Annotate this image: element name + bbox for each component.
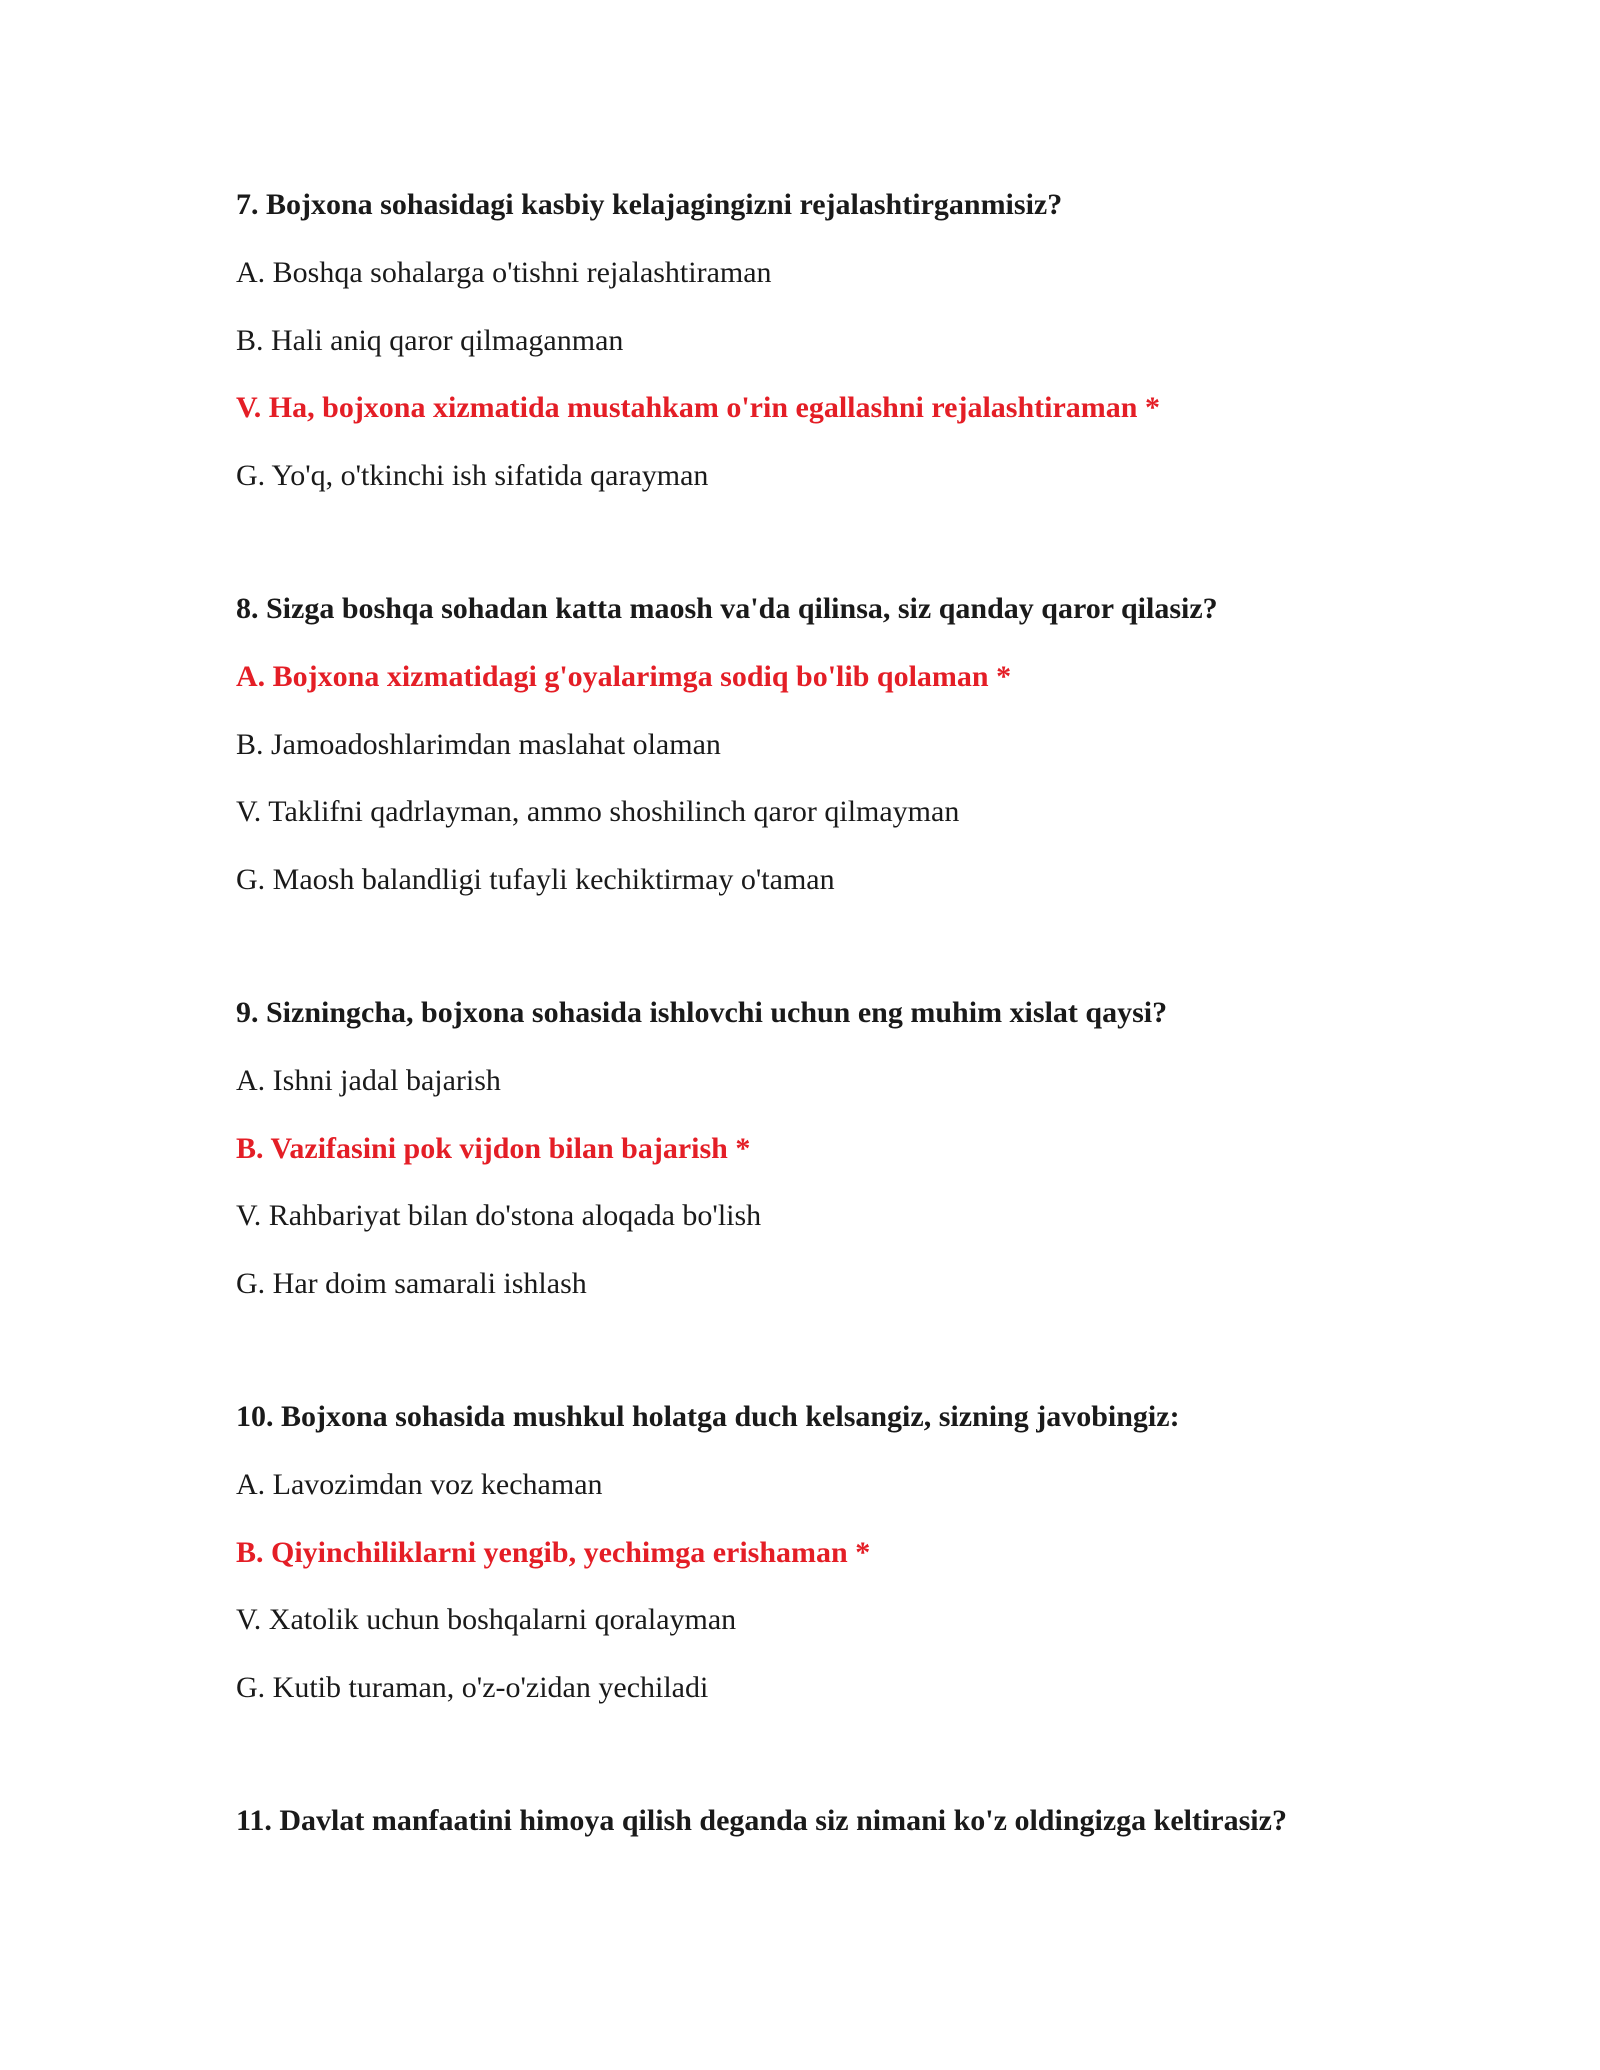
question-block-7 xyxy=(236,186,1436,495)
question-block-10 xyxy=(236,1398,1436,1707)
answer-option: G. Har doim samarali ishlash xyxy=(236,1266,587,1300)
answer-option: B. Hali aniq qaror qilmaganman xyxy=(236,323,624,357)
answer-option: G. Kutib turaman, o'z-o'zidan yechiladi xyxy=(236,1670,709,1704)
answer-option: A. Boshqa sohalarga o'tishni rejalashtiraman xyxy=(236,256,772,289)
block-spacer xyxy=(236,1332,1436,1398)
answer-option: V. Rahbariyat bilan do'stona aloqada bo'lish xyxy=(236,1199,762,1232)
question-title: 9. Sizningcha, bojxona sohasida ishlovchi uchun eng muhim xislat qaysi? xyxy=(236,996,1168,1029)
block-spacer xyxy=(236,524,1436,590)
question-block-11 xyxy=(236,1802,1436,1840)
answer-option: G. Maosh balandligi tufayli kechiktirmay o'taman xyxy=(236,862,835,896)
correct-answer-option: B. Vazifasini pok vijdon bilan bajarish * xyxy=(236,1131,751,1165)
question-title: 11. Davlat manfaatini himoya qilish deganda siz nimani ko'z oldingizga keltirasiz? xyxy=(236,1804,1287,1837)
answer-option: G. Yo'q, o'tkinchi ish sifatida qarayman xyxy=(236,458,709,492)
answer-option: A. Lavozimdan voz kechaman xyxy=(236,1468,603,1501)
answer-option: A. Ishni jadal bajarish xyxy=(236,1064,501,1097)
question-title: 7. Bojxona sohasidagi kasbiy kelajagingizni rejalashtirganmisiz? xyxy=(236,188,1063,221)
question-title: 10. Bojxona sohasida mushkul holatga duch kelsangiz, sizning javobingiz: xyxy=(236,1400,1180,1433)
question-block-8 xyxy=(236,590,1436,899)
correct-answer-option: A. Bojxona xizmatidagi g'oyalarimga sodiq bo'lib qolaman * xyxy=(236,660,1012,693)
answer-option: V. Taklifni qadrlayman, ammo shoshilinch qaror qilmayman xyxy=(236,795,960,828)
question-block-9 xyxy=(236,994,1436,1303)
answer-option: B. Jamoadoshlarimdan maslahat olaman xyxy=(236,727,721,761)
answer-option: V. Xatolik uchun boshqalarni qoralayman xyxy=(236,1603,737,1636)
correct-answer-option: B. Qiyinchiliklarni yengib, yechimga erishaman * xyxy=(236,1535,871,1569)
block-spacer xyxy=(236,928,1436,994)
document-page xyxy=(236,186,1436,1870)
correct-answer-option: V. Ha, bojxona xizmatida mustahkam o'rin egallashni rejalashtiraman * xyxy=(236,391,1160,424)
question-title: 8. Sizga boshqa sohadan katta maosh va'da qilinsa, siz qanday qaror qilasiz? xyxy=(236,592,1218,625)
block-spacer xyxy=(236,1736,1436,1802)
